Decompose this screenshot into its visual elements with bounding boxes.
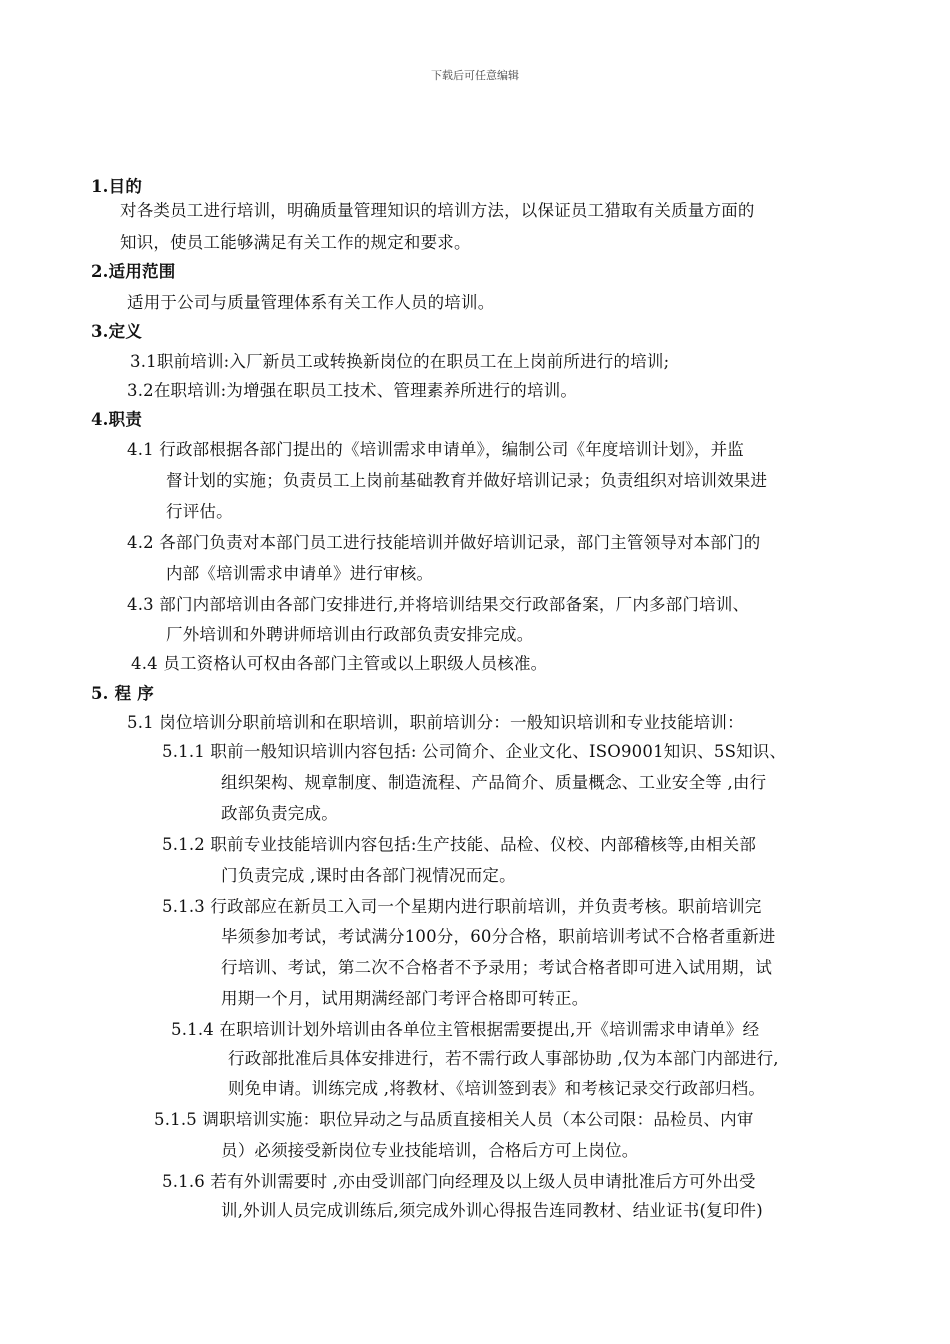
list-item-line: 4.2 各部门负责对本部门员工进行技能培训并做好培训记录，部门主管领导对本部门的 bbox=[127, 533, 761, 552]
list-item-line: 5.1.3 行政部应在新员工入司一个星期内进行职前培训，并负责考核。职前培训完 bbox=[162, 897, 762, 916]
section-title: 3.定义 bbox=[91, 322, 143, 341]
page-header-note: 下载后可任意编辑 bbox=[431, 69, 519, 82]
list-item-line: 毕须参加考试，考试满分100分，60分合格，职前培训考试不合格者重新进 bbox=[221, 927, 776, 946]
list-item-line: 训,外训人员完成训练后,须完成外训心得报告连同教材、结业证书(复印件) bbox=[221, 1201, 763, 1220]
paragraph-line: 对各类员工进行培训，明确质量管理知识的培训方法，以保证员工猎取有关质量方面的 bbox=[120, 201, 755, 220]
section-title: 2.适用范围 bbox=[91, 262, 176, 281]
list-item-line: 5.1 岗位培训分职前培训和在职培训，职前培训分：一般知识培训和专业技能培训： bbox=[127, 713, 744, 732]
definition-item: 3.1职前培训:入厂新员工或转换新岗位的在职员工在上岗前所进行的培训; bbox=[130, 352, 670, 371]
list-item-line: 4.1 行政部根据各部门提出的《培训需求申请单》，编制公司《年度培训计划》，并监 bbox=[127, 440, 744, 459]
list-item-line: 员）必须接受新岗位专业技能培训，合格后方可上岗位。 bbox=[221, 1141, 639, 1160]
section-title: 1.目的 bbox=[91, 177, 143, 196]
section-title: 5. 程 序 bbox=[91, 684, 154, 703]
list-item-line: 5.1.6 若有外训需要时 ,亦由受训部门向经理及以上级人员申请批准后方可外出受 bbox=[162, 1172, 756, 1191]
list-item-line: 5.1.5 调职培训实施：职位异动之与品质直接相关人员（本公司限：品检员、内审 bbox=[154, 1110, 754, 1129]
list-item-line: 行政部批准后具体安排进行，若不需行政人事部协助 ,仅为本部门内部进行, bbox=[228, 1049, 779, 1068]
list-item-line: 行培训、考试，第二次不合格者不予录用；考试合格者即可进入试用期，试 bbox=[221, 958, 773, 977]
list-item-line: 组织架构、规章制度、制造流程、产品简介、质量概念、工业安全等 ,由行 bbox=[221, 773, 767, 792]
list-item-line: 厂外培训和外聘讲师培训由行政部负责安排完成。 bbox=[166, 625, 534, 644]
list-item-line: 督计划的实施；负责员工上岗前基础教育并做好培训记录；负责组织对培训效果进 bbox=[166, 471, 768, 490]
list-item-line: 则免申请。训练完成 ,将教材、《培训签到表》和考核记录交行政部归档。 bbox=[228, 1079, 766, 1098]
list-item-line: 5.1.2 职前专业技能培训内容包括:生产技能、品检、仪校、内部稽核等,由相关部 bbox=[162, 835, 757, 854]
paragraph-line: 适用于公司与质量管理体系有关工作人员的培训。 bbox=[127, 293, 495, 312]
list-item-line: 5.1.1 职前一般知识培训内容包括: 公司简介、企业文化、ISO9001知识、5S知识、 bbox=[162, 742, 787, 761]
paragraph-line: 知识，使员工能够满足有关工作的规定和要求。 bbox=[120, 233, 471, 252]
list-item-line: 行评估。 bbox=[166, 502, 233, 521]
list-item-line: 4.4 员工资格认可权由各部门主管或以上职级人员核准。 bbox=[131, 654, 548, 673]
definition-item: 3.2在职培训:为增强在职员工技术、管理素养所进行的培训。 bbox=[127, 381, 578, 400]
list-item-line: 门负责完成 ,课时由各部门视情况而定。 bbox=[221, 866, 516, 885]
list-item-line: 用期一个月，试用期满经部门考评合格即可转正。 bbox=[221, 989, 589, 1008]
section-title: 4.职责 bbox=[91, 410, 143, 429]
list-item-line: 5.1.4 在职培训计划外培训由各单位主管根据需要提出,开《培训需求申请单》经 bbox=[171, 1020, 760, 1039]
list-item-line: 政部负责完成。 bbox=[221, 804, 338, 823]
list-item-line: 内部《培训需求申请单》进行审核。 bbox=[166, 564, 434, 583]
list-item-line: 4.3 部门内部培训由各部门安排进行,并将培训结果交行政部备案，厂内多部门培训、 bbox=[127, 595, 750, 614]
